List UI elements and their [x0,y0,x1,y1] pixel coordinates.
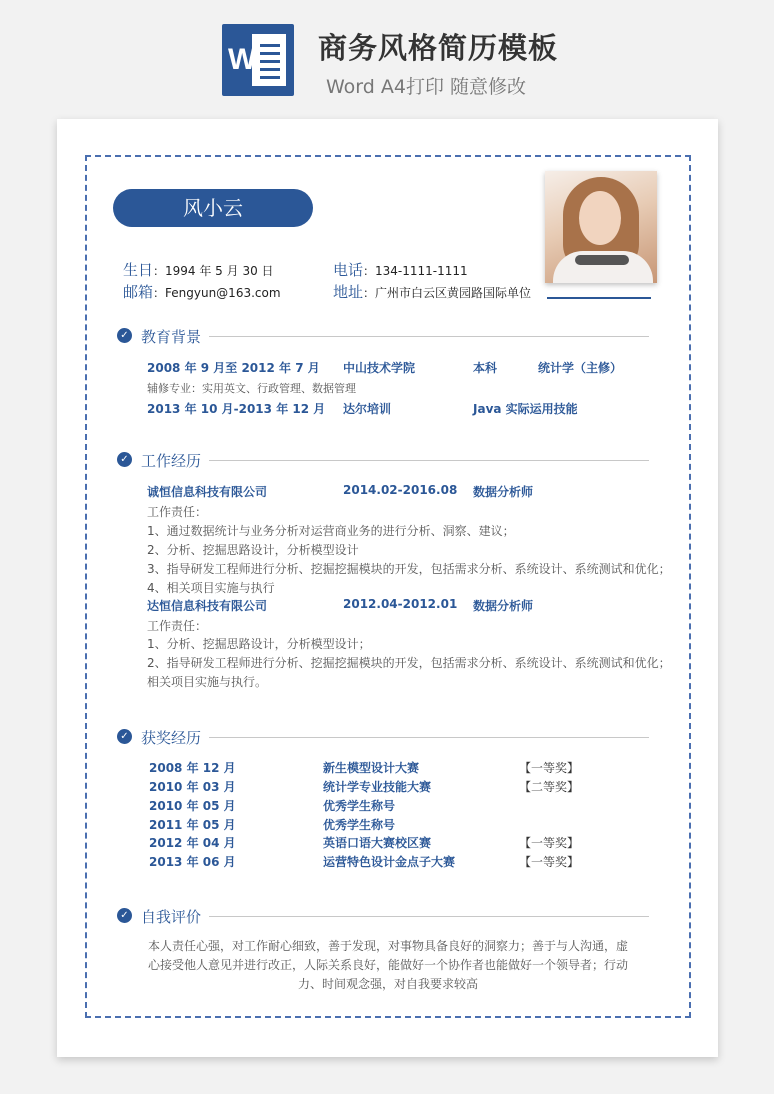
profile-photo [545,171,657,283]
job1-period: 2014.02-2016.08 [343,483,458,497]
award-name: 优秀学生称号 [323,818,396,832]
section-title: 教育背景 [141,328,202,346]
job1-line: 2、分析、挖掘思路设计，分析模型设计 [147,543,359,557]
word-logo-letter: W [228,43,257,76]
email-info [123,281,281,302]
section-title: 自我评价 [141,908,202,926]
award-date: 2011 年 05 月 [149,818,236,832]
award-name: 统计学专业技能大赛 [323,780,432,794]
job2-line: 相关项目实施与执行。 [147,675,268,689]
award-name: 新生模型设计大赛 [323,761,420,775]
name-badge: 风小云 [113,189,313,227]
photo-underline [547,297,651,299]
edu-minor: 辅修专业：实用英文、行政管理、数据管理 [147,382,356,395]
section-title: 获奖经历 [141,729,202,747]
job1-line: 4、相关项目实施与执行 [147,581,275,595]
section-education [117,326,649,346]
award-name: 优秀学生称号 [323,799,396,813]
address-value: ：广州市白云区黄园路国际单位 [363,286,532,300]
self-line: 本人责任心强，对工作耐心细致，善于发现，对事物具备良好的洞察力；善于与人沟通，虚 [147,939,628,953]
job2-title: 数据分析师 [473,599,534,613]
phone-label: 电话 [333,261,364,279]
birth-value: ：1994 年 5 月 30 日 [153,264,274,278]
template-title: 商务风格简历模板 [318,31,559,65]
job1-line: 工作责任： [147,505,208,519]
email-value: ：Fengyun@163.com [153,286,281,300]
award-date: 2010 年 05 月 [149,799,236,813]
award-date: 2010 年 03 月 [149,780,236,794]
job2-company: 达恒信息科技有限公司 [147,599,268,613]
award-date: 2012 年 04 月 [149,836,236,850]
section-self [117,906,649,926]
award-date: 2008 年 12 月 [149,761,236,775]
award-name: 英语口语大赛校区赛 [323,836,432,850]
check-icon: ✓ [117,729,132,744]
job1-line: 3、指导研发工程师进行分析、挖掘挖掘模块的开发，包括需求分析、系统设计、系统测试和优化； [147,562,671,576]
check-icon: ✓ [117,452,132,467]
award-level: 【一等奖】 [519,761,580,775]
section-work [117,450,649,470]
birth-info [123,259,274,280]
template-subtitle: Word A4打印 随意修改 [326,76,527,98]
address-info [333,281,531,302]
edu-degree: 本科 [473,361,498,375]
template-banner [0,0,774,118]
check-icon: ✓ [117,328,132,343]
job1-line: 1、通过数据统计与业务分析对运营商业务的进行分析、洞察、建议； [147,524,515,538]
section-awards [117,727,649,747]
job2-period: 2012.04-2012.01 [343,597,458,611]
birth-label: 生日 [123,261,154,279]
edu-date: 2008 年 9 月至 2012 年 7 月 [147,361,320,375]
self-evaluation [123,937,653,994]
award-date: 2013 年 06 月 [149,855,236,869]
edu-school: 中山技术学院 [343,361,416,375]
job1-title: 数据分析师 [473,485,534,499]
word-logo-icon [222,24,294,96]
edu-major: 统计学（主修） [538,361,623,375]
job2-line: 1、分析、挖掘思路设计，分析模型设计； [147,637,371,651]
resume-page [57,119,718,1057]
award-level: 【一等奖】 [519,855,580,869]
address-label: 地址 [333,283,364,301]
email-label: 邮箱 [123,283,154,301]
job2-line: 2、指导研发工程师进行分析、挖掘挖掘模块的开发，包括需求分析、系统设计、系统测试和优化； [147,656,671,670]
phone-value: ：134-1111-1111 [363,264,468,278]
self-line: 力、时间观念强，对自我要求较高 [297,977,478,991]
training-date: 2013 年 10 月-2013 年 12 月 [147,402,326,416]
self-line: 心接受他人意见并进行改正，人际关系良好，能做好一个协作者也能做好一个领导者；行动 [147,958,628,972]
training-skill: Java 实际运用技能 [473,402,578,416]
phone-info [333,259,468,280]
award-level: 【二等奖】 [519,780,580,794]
check-icon: ✓ [117,908,132,923]
section-title: 工作经历 [141,452,202,470]
job1-company: 诚恒信息科技有限公司 [147,485,268,499]
award-level: 【一等奖】 [519,836,580,850]
job2-line: 工作责任： [147,619,208,633]
award-name: 运营特色设计金点子大赛 [323,855,456,869]
training-org: 达尔培训 [343,402,392,416]
